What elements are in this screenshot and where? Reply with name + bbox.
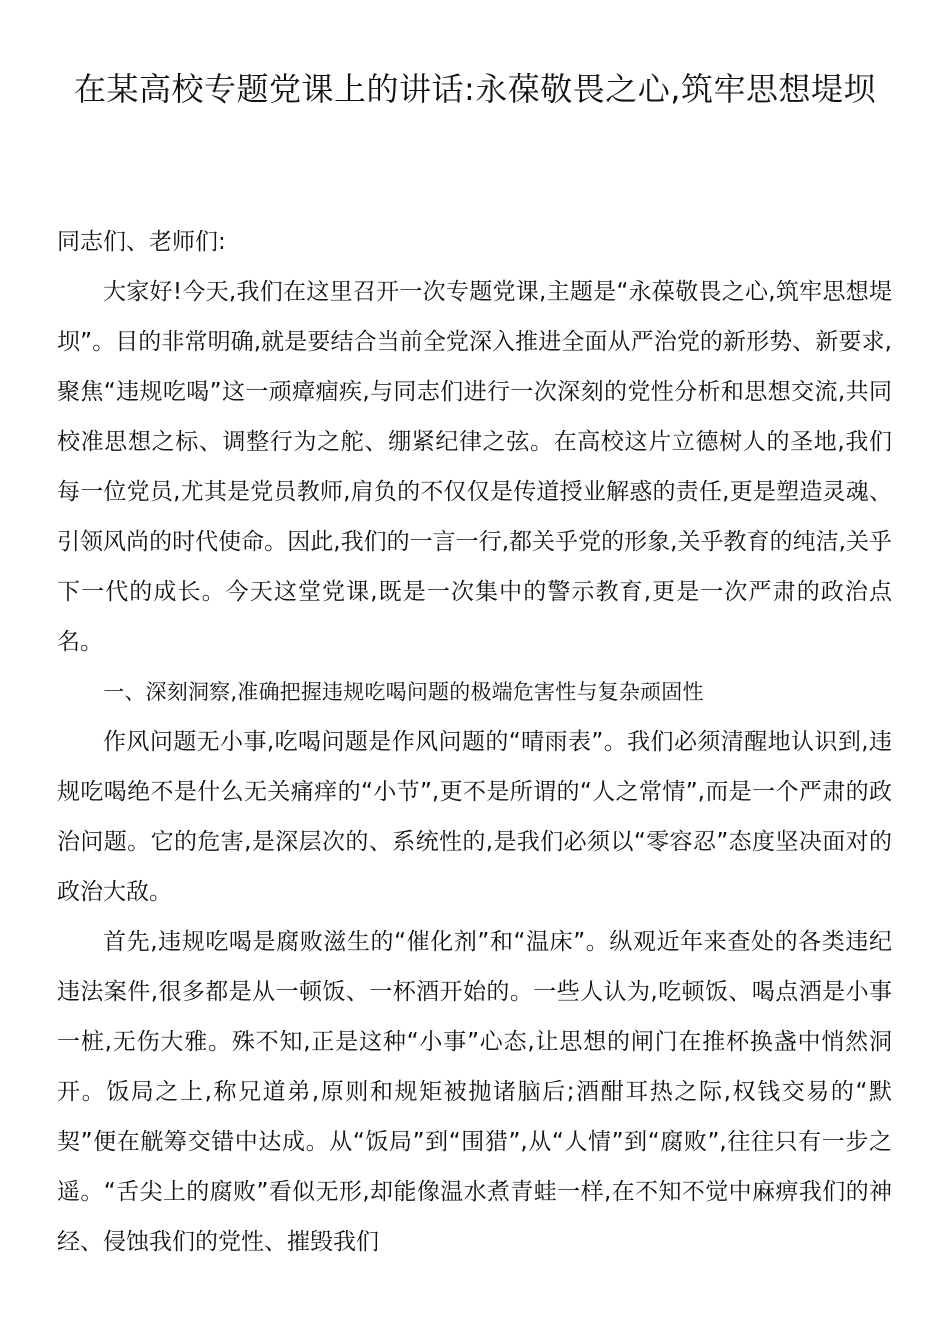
salutation: 同志们、老师们: [57,229,226,255]
section-paragraph: 作风问题无小事,吃喝问题是作风问题的“晴雨表”。我们必须清醒地认识到,违规吃喝绝不是什么无关痛痒的“小节”,更不是所谓的“人之常情”,而是一个严肃的政治问题。它的危害,是深层次的、系统性的,是我们必须以“零容忍”态度坚决面对的政治大敌。 [57,729,892,905]
section-paragraph: 首先,违规吃喝是腐败滋生的“催化剂”和“温床”。纵观近年来查处的各类违纪违法案件,很多都是从一顿饭、一杯酒开始的。一些人认为,吃顿饭、喝点酒是小事一桩,无伤大雅。殊不知,正是这种“小事”心态,让思想的闸门在推杯换盏中悄然洞开。饭局之上,称兄道弟,原则和规矩被抛诸脑后;酒酣耳热之际,权钱交易的“默契”便在觥筹交错中达成。从“饭局”到“围猎”,从“人情”到“腐败”,往往只有一步之遥。“舌尖上的腐败”看似无形,却能像温水煮青蛙一样,在不知不觉中麻痹我们的神经、侵蚀我们的党性、摧毁我们 [57,929,892,1255]
document-body [57,217,892,1267]
intro-paragraph: 大家好!今天,我们在这里召开一次专题党课,主题是“永葆敬畏之心,筑牢思想堤坝”。目的非常明确,就是要结合当前全党深入推进全面从严治党的新形势、新要求,聚焦“违规吃喝”这一顽瘴痼疾,与同志们进行一次深刻的党性分析和思想交流,共同校准思想之标、调整行为之舵、绷紧纪律之弦。在高校这片立德树人的圣地,我们每一位党员,尤其是党员教师,肩负的不仅仅是传道授业解惑的责任,更是塑造灵魂、引领风尚的时代使命。因此,我们的一言一行,都关乎党的形象,关乎教育的纯洁,关乎下一代的成长。今天这堂党课,既是一次集中的警示教育,更是一次严肃的政治点名。 [57,279,892,655]
section-heading: 一、深刻洞察,准确把握违规吃喝问题的极端危害性与复杂顽固性 [103,680,704,704]
document-title: 在某高校专题党课上的讲话:永葆敬畏之心,筑牢思想堤坝 [74,70,876,108]
